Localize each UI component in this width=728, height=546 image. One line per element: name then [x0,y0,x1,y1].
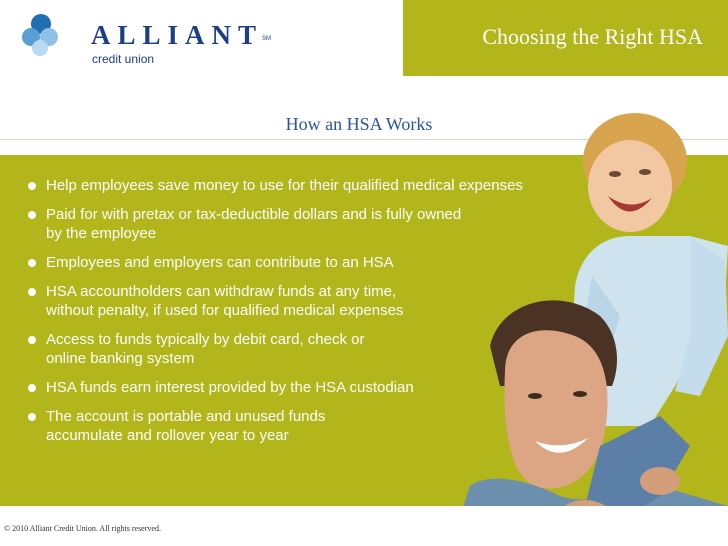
bullet-text: without penalty, if used for qualified medical expenses [46,302,404,319]
logo-subtitle: credit union [92,52,155,66]
bullet-text: Employees and employers can contribute to an HSA [46,254,394,271]
bullet-dot-icon [28,336,36,344]
bullet-item [24,253,604,272]
bullet-text: Paid for with pretax or tax-deductible dollars and is fully owned [46,206,462,223]
bullet-text: online banking system [46,350,195,367]
logo-circles-icon [18,10,78,66]
bullet-dot-icon [28,211,36,219]
bullet-item [24,378,604,397]
hsa-bullet-list [24,176,604,455]
bullet-text: accumulate and rollover year to year [46,427,289,444]
bullet-item [24,205,604,243]
bullet-text: HSA funds earn interest provided by the HSA custodian [46,379,414,396]
bullet-dot-icon [28,413,36,421]
header-divider [0,76,728,79]
bullet-text: by the employee [46,225,157,242]
bullet-text: HSA accountholders can withdraw funds at any time, [46,283,397,300]
alliant-logo [18,10,318,66]
bullet-item [24,176,604,195]
bullet-item [24,282,604,320]
bullet-dot-icon [28,259,36,267]
bullet-text: Help employees save money to use for their qualified medical expenses [46,177,523,194]
bullet-dot-icon [28,182,36,190]
bullet-dot-icon [28,384,36,392]
bullet-dot-icon [28,288,36,296]
service-mark: SM [262,36,271,42]
bullet-item [24,407,604,445]
bullet-item [24,330,604,368]
copyright-notice: © 2010 Alliant Credit Union. All rights reserved. [4,524,161,533]
bullet-text: Access to funds typically by debit card, check or [46,331,365,348]
bullet-text: The account is portable and unused funds [46,408,326,425]
section-heading: How an HSA Works [285,114,433,134]
logo-wordmark: ALLIANT [91,20,264,50]
slide-title: Choosing the Right HSA [482,24,703,49]
